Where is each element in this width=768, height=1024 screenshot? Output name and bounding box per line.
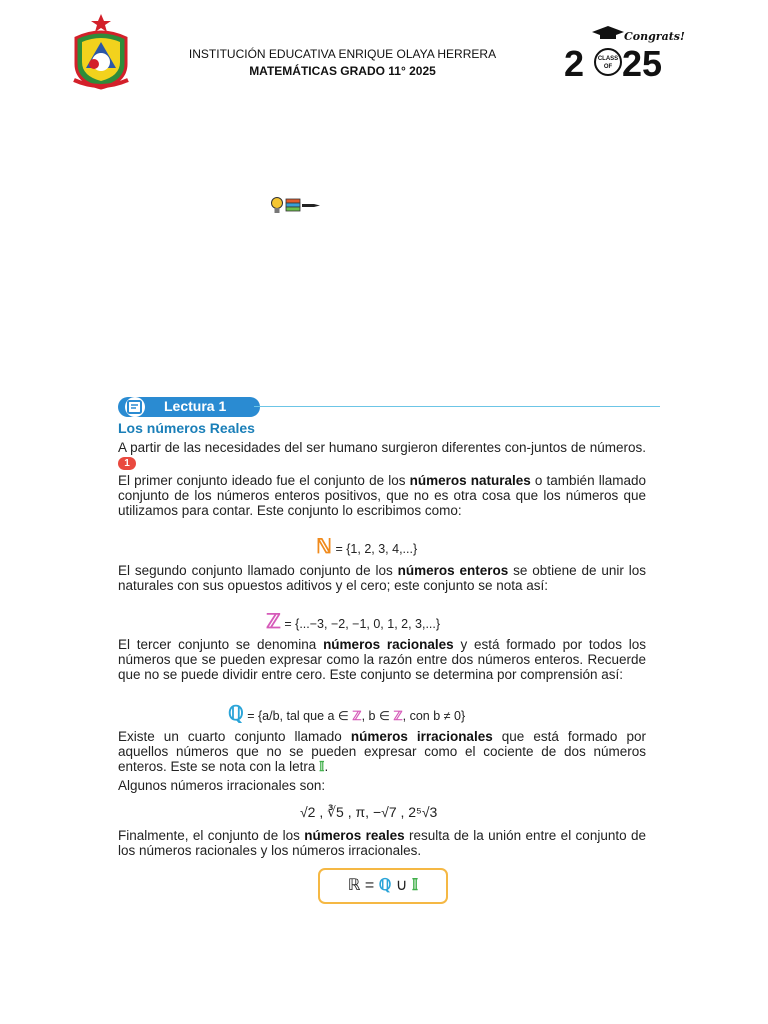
text: se obtiene de unir los naturales con sus opuestos aditivos y el cero; este conjunto se nota así: — [118, 563, 647, 593]
paragraph-racionales — [118, 638, 646, 682]
text: y está formado por todos los números que se pueden expresar como la razón entre dos números enteros. Recuerde que no se puede dividir entre cero. Este conjunto se determina por comprensión así: — [118, 637, 646, 682]
formula-enteros — [266, 609, 440, 634]
text: Existe un cuarto conjunto llamado — [118, 729, 351, 744]
paragraph-intro-text: A partir de las necesidades del ser humano surgieron diferentes con-juntos de números. — [118, 440, 646, 455]
symbol-N: ℕ — [316, 536, 333, 558]
symbol-Z-inline: ℤ — [393, 709, 403, 723]
symbol-Z-inline: ℤ — [352, 709, 362, 723]
text: resulta de la unión entre el conjunto de los números racionales y los números irracionales. — [118, 828, 646, 858]
note-badge: 1 — [118, 457, 136, 470]
formula-naturales — [316, 534, 417, 559]
formula-text: , b ∈ — [361, 709, 394, 723]
school-crest-logo — [70, 12, 132, 92]
paragraph-irracionales — [118, 730, 646, 774]
year-right-digits: 25 — [622, 43, 663, 84]
symbol-Z: ℤ — [266, 611, 281, 633]
text: El segundo conjunto llamado conjunto de los — [118, 563, 398, 578]
formula-text: , con b ≠ 0} — [402, 709, 466, 723]
formula-text: = {1, 2, 3, 4,...} — [332, 542, 418, 556]
institution-name: INSTITUCIÓN EDUCATIVA ENRIQUE OLAYA HERRERA — [188, 47, 497, 61]
term-enteros: números enteros — [397, 563, 509, 578]
formula-text: = {a/b, tal que a ∈ — [243, 709, 353, 723]
text: . — [324, 758, 329, 774]
union-symbol: ∪ — [391, 877, 412, 894]
paragraph-naturales — [118, 474, 646, 518]
paragraph-reales — [118, 829, 646, 859]
symbol-I: 𝕀 — [319, 758, 325, 774]
congrats-text: Congrats! — [624, 30, 685, 43]
symbol-Q: ℚ — [228, 703, 244, 725]
text: El primer conjunto ideado fue el conjunto de los — [118, 473, 410, 488]
term-irracionales: números irracionales — [350, 729, 493, 744]
banner-divider — [254, 406, 660, 407]
reales-formula-box — [318, 868, 448, 904]
paragraph-enteros — [118, 564, 646, 594]
seal-of-text: OF — [603, 64, 613, 70]
paragraph-intro — [118, 441, 646, 471]
formula-racionales — [228, 701, 465, 726]
text: El tercer conjunto se denomina — [118, 637, 324, 652]
text: o también llamado conjunto de los números enteros positivos, que no es otra cosa que los números que utilizamos para contar. Este conjunto lo escribimos como: — [118, 473, 646, 518]
lightbulb-books-icon — [270, 196, 322, 216]
text: Finalmente, el conjunto de los — [118, 828, 305, 843]
text: Algunos números irracionales son: — [118, 778, 326, 793]
section-title: Los números Reales — [118, 420, 255, 436]
term-reales: números reales — [304, 828, 405, 843]
paragraph-ejemplos — [118, 779, 646, 794]
lectura-label: Lectura 1 — [164, 398, 227, 414]
formula-irracionales: √2 , ∛5 , π, −√7 , 2⁵√3 — [300, 804, 438, 820]
seal-class-text: CLASS — [597, 56, 619, 62]
term-naturales: números naturales — [409, 473, 531, 488]
subject-title: MATEMÁTICAS GRADO 11° 2025 — [249, 64, 436, 78]
symbol-Q: ℚ — [378, 877, 392, 894]
header-title — [150, 46, 535, 80]
formula-text: = {...−3, −2, −1, 0, 1, 2, 3,...} — [280, 617, 441, 631]
year-left-digits: 2 — [564, 43, 585, 84]
class-of-2025-logo — [562, 24, 685, 84]
symbol-R: ℝ = — [347, 877, 379, 894]
text: que está formado por aquellos números que no se pueden expresar como el cociente de dos números enteros. Este se nota con la letra — [118, 729, 646, 774]
term-racionales: números racionales — [323, 637, 454, 652]
symbol-I: 𝕀 — [411, 877, 419, 894]
